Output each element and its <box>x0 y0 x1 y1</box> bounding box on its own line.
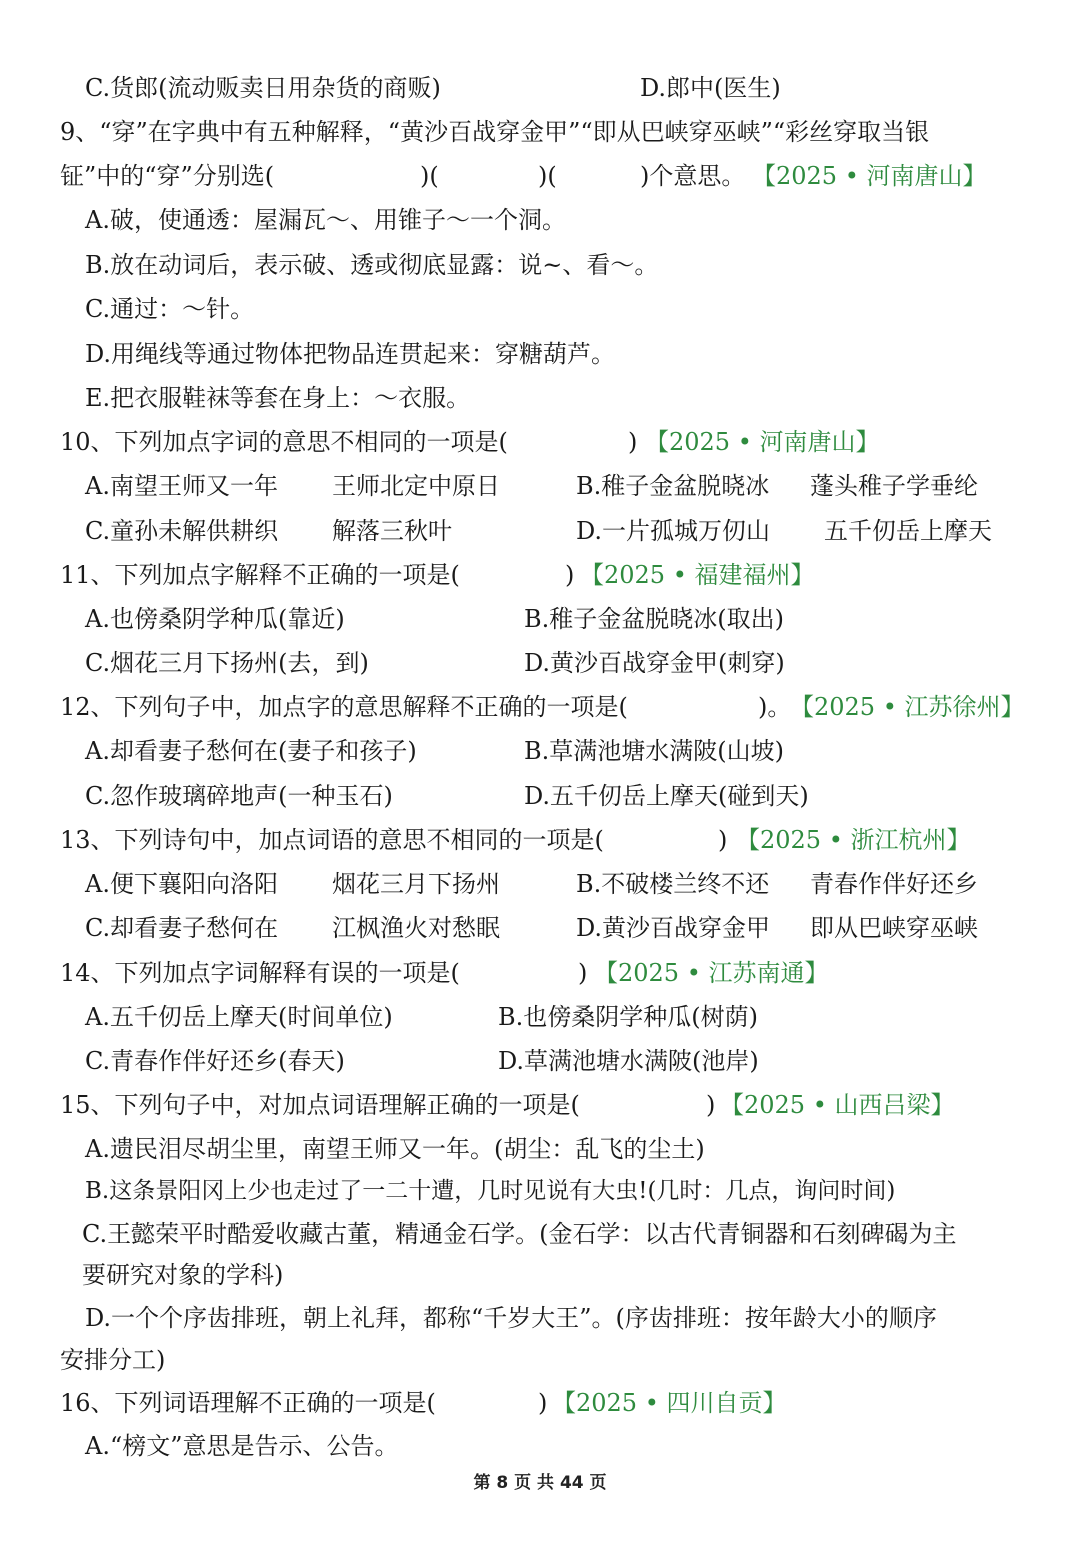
q15-option-a-line <box>0 1129 1080 1169</box>
q8-option-d: D.郎中(医生) <box>640 74 781 102</box>
q10-options-row-1 <box>0 466 1080 506</box>
q16-answer-close: ) <box>538 1389 548 1417</box>
q14-option-a: A.五千仞岳上摩天(时间单位) <box>85 1003 393 1031</box>
q13-option-c-2: 江枫渔火对愁眠 <box>332 914 500 942</box>
q15-option-c-line-1 <box>0 1214 1080 1254</box>
q12-option-a: A.却看妻子愁何在(妻子和孩子) <box>85 737 417 765</box>
q10-stem: 10、下列加点字词的意思不相同的一项是( <box>60 428 508 456</box>
q9-option-b-line <box>0 245 1080 285</box>
q9-option-a: A.破，使通透：屋漏瓦～、用锥子～一个洞。 <box>85 206 566 234</box>
q12-options-row-2 <box>0 776 1080 816</box>
q11-options-row-2 <box>0 643 1080 683</box>
q15-option-d-cont: 安排分工) <box>60 1346 166 1374</box>
q15-option-c-line-2 <box>0 1255 1080 1295</box>
q12-option-b: B.草满池塘水满陂(山坡) <box>524 737 784 765</box>
q10-answer-close: ) <box>628 428 638 456</box>
q15-stem-line <box>0 1085 1080 1125</box>
q13-option-b-2: 青春作伴好还乡 <box>810 870 978 898</box>
q12-option-c: C.忽作玻璃碎地声(一种玉石) <box>85 782 393 810</box>
q12-options-row-1 <box>0 731 1080 771</box>
q9-option-c-line <box>0 289 1080 329</box>
q11-stem: 11、下列加点字解释不正确的一项是( <box>60 561 460 589</box>
q15-option-a: A.遗民泪尽胡尘里，南望王师又一年。(胡尘：乱飞的尘土) <box>85 1135 705 1163</box>
q13-option-a-2: 烟花三月下扬州 <box>332 870 500 898</box>
q11-option-b: B.稚子金盆脱晓冰(取出) <box>524 605 784 633</box>
q9-stem-line-2 <box>0 156 1080 196</box>
q15-answer-close: ) <box>706 1091 716 1119</box>
q14-stem-line <box>0 953 1080 993</box>
q15-option-d-line-2 <box>0 1340 1080 1380</box>
q15-source: 【2025 • 山西吕梁】 <box>720 1091 955 1119</box>
q15-option-b: B.这条景阳冈上少也走过了一二十遭，几时见说有大虫!(几时：几点，询问时间) <box>85 1178 896 1204</box>
q13-options-row-2 <box>0 908 1080 948</box>
q15-option-b-line <box>0 1171 1080 1211</box>
q16-option-a: A.“榜文”意思是告示、公告。 <box>85 1432 399 1460</box>
q10-option-d-1: D.一片孤城万仞山 <box>576 517 771 545</box>
q15-option-c-cont: 要研究对象的学科) <box>82 1261 284 1289</box>
q10-stem-line <box>0 422 1080 462</box>
q13-source: 【2025 • 浙江杭州】 <box>736 826 971 854</box>
q9-option-e-line <box>0 378 1080 418</box>
q9-source: 【2025 • 河南唐山】 <box>752 162 987 190</box>
q14-stem: 14、下列加点字词解释有误的一项是( <box>60 959 460 987</box>
q11-options-row-1 <box>0 599 1080 639</box>
q8-options-row <box>0 68 1080 108</box>
q9-stem-part: 钲”中的“穿”分别选( <box>60 162 275 190</box>
q9-option-d: D.用绳线等通过物体把物品连贯起来：穿糖葫芦。 <box>85 340 616 368</box>
q14-options-row-1 <box>0 997 1080 1037</box>
q11-option-a: A.也傍桑阴学种瓜(靠近) <box>85 605 345 633</box>
q15-stem: 15、下列句子中，对加点词语理解正确的一项是( <box>60 1091 580 1119</box>
q15-option-c: C.王懿荣平时酷爱收藏古董，精通金石学。(金石学：以古代青铜器和石刻碑碣为主 <box>82 1220 957 1248</box>
q12-source: 【2025 • 江苏徐州】 <box>790 693 1025 721</box>
q11-source: 【2025 • 福建福州】 <box>580 561 815 589</box>
q13-answer-close: ) <box>718 826 728 854</box>
q10-option-c-1: C.童孙未解供耕织 <box>85 517 279 545</box>
page-number: 第 8 页 共 44 页 <box>473 1473 607 1493</box>
q9-option-b: B.放在动词后，表示破、透或彻底显露：说~、看～。 <box>85 251 659 279</box>
q10-options-row-2 <box>0 511 1080 551</box>
q13-option-c-1: C.却看妻子愁何在 <box>85 914 279 942</box>
q14-options-row-2 <box>0 1041 1080 1081</box>
q10-source: 【2025 • 河南唐山】 <box>645 428 880 456</box>
q12-option-d: D.五千仞岳上摩天(碰到天) <box>524 782 809 810</box>
q9-stem-part: )个意思。 <box>640 162 746 190</box>
q9-stem: 9、“穿”在字典中有五种解释，“黄沙百战穿金甲”“即从巴峡穿巫峡”“彩丝穿取当银 <box>60 118 930 146</box>
q12-answer-close: )。 <box>758 693 792 721</box>
q14-source: 【2025 • 江苏南通】 <box>594 959 829 987</box>
q11-option-c: C.烟花三月下扬州(去，到) <box>85 649 369 677</box>
q10-option-b-1: B.稚子金盆脱晓冰 <box>576 472 770 500</box>
q14-option-c: C.青春作伴好还乡(春天) <box>85 1047 345 1075</box>
q13-stem-line <box>0 820 1080 860</box>
q10-option-b-2: 蓬头稚子学垂纶 <box>810 472 978 500</box>
q9-stem-part: )( <box>420 162 439 190</box>
q9-stem-part: )( <box>538 162 557 190</box>
q12-stem: 12、下列句子中，加点字的意思解释不正确的一项是( <box>60 693 628 721</box>
q14-option-d: D.草满池塘水满陂(池岸) <box>498 1047 759 1075</box>
q8-option-c: C.货郎(流动贩卖日用杂货的商贩) <box>85 74 441 102</box>
q11-answer-close: ) <box>565 561 575 589</box>
q15-option-d: D.一个个序齿排班，朝上礼拜，都称“千岁大王”。(序齿排班：按年龄大小的顺序 <box>85 1304 937 1332</box>
q13-option-d-2: 即从巴峡穿巫峡 <box>810 914 978 942</box>
q13-option-a-1: A.便下襄阳向洛阳 <box>85 870 278 898</box>
q14-answer-close: ) <box>578 959 588 987</box>
q10-option-d-2: 五千仞岳上摩天 <box>824 517 992 545</box>
q13-options-row-1 <box>0 864 1080 904</box>
q13-option-d-1: D.黄沙百战穿金甲 <box>576 914 771 942</box>
q12-stem-line <box>0 687 1080 727</box>
q13-option-b-1: B.不破楼兰终不还 <box>576 870 770 898</box>
q16-source: 【2025 • 四川自贡】 <box>552 1389 787 1417</box>
q9-option-d-line <box>0 334 1080 374</box>
q11-option-d: D.黄沙百战穿金甲(刺穿) <box>524 649 785 677</box>
q16-option-a-line <box>0 1426 1080 1466</box>
q10-option-c-2: 解落三秋叶 <box>332 517 452 545</box>
q9-option-a-line <box>0 200 1080 240</box>
q10-option-a-1: A.南望王师又一年 <box>85 472 278 500</box>
q11-stem-line <box>0 555 1080 595</box>
q10-option-a-2: 王师北定中原日 <box>332 472 500 500</box>
q16-stem-line <box>0 1383 1080 1423</box>
q16-stem: 16、下列词语理解不正确的一项是( <box>60 1389 436 1417</box>
q9-stem-line-1 <box>0 112 1080 152</box>
q9-option-e: E.把衣服鞋袜等套在身上：～衣服。 <box>85 384 471 412</box>
q14-option-b: B.也傍桑阴学种瓜(树荫) <box>498 1003 758 1031</box>
q9-option-c: C.通过：～针。 <box>85 295 255 323</box>
q15-option-d-line-1 <box>0 1298 1080 1338</box>
q13-stem: 13、下列诗句中，加点词语的意思不相同的一项是( <box>60 826 604 854</box>
